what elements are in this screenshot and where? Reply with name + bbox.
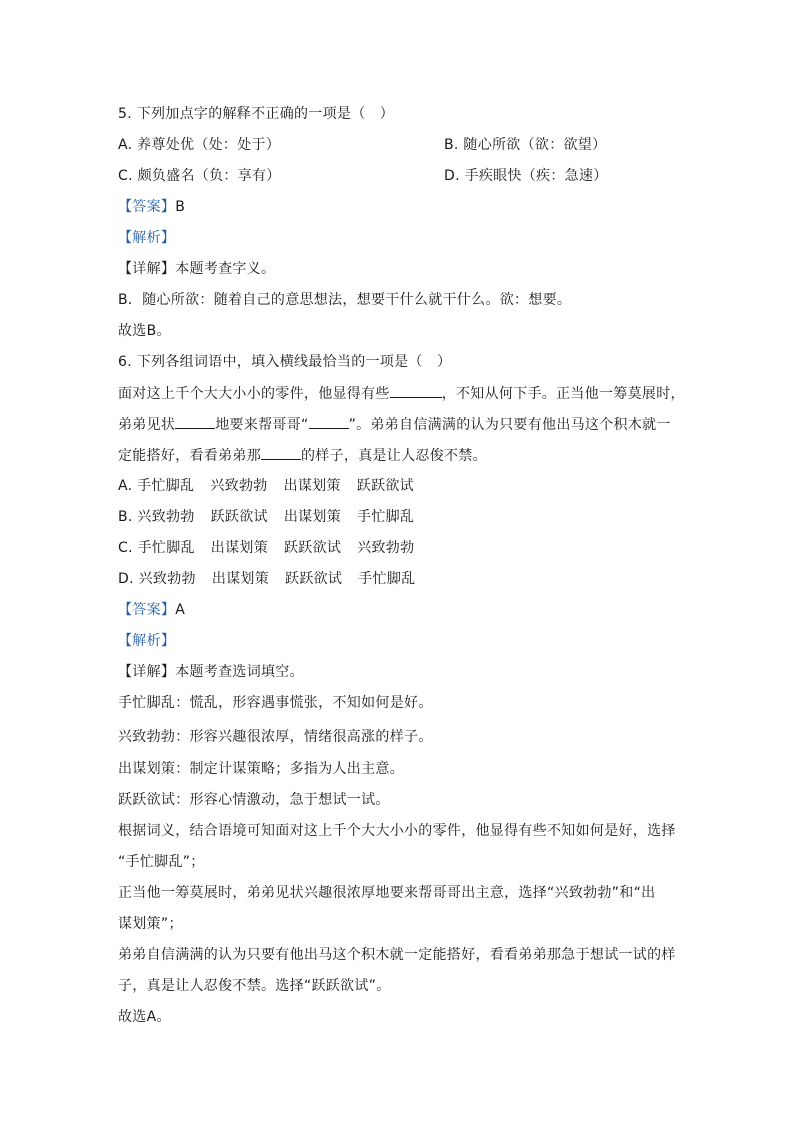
q6-passage-line-3: [118, 445, 487, 466]
q6-passage-line-2: [118, 414, 671, 435]
q6-passage-text: 地要来帮哥哥“: [215, 417, 309, 433]
option-label: A.: [118, 478, 133, 494]
q6-explanation-line: 出谋划策：制定计谋策略；多指为人出主意。: [118, 761, 404, 777]
option-word: 跃跃欲试: [210, 509, 268, 525]
q5-detail-text: 本题考查字义。: [175, 261, 276, 277]
option-word: 兴致勃勃: [210, 478, 268, 494]
q6-explanation-line: “手忙脚乱”；: [118, 854, 205, 870]
q5-detail: [118, 259, 275, 279]
q6-passage-text: 的样子，真是让人忍俊不禁。: [301, 448, 487, 464]
q5-option-a: A. 养尊处优（处：处于）: [118, 137, 281, 153]
option-word: 手忙脚乱: [137, 540, 195, 556]
q6-answer-value: A: [175, 602, 186, 618]
option-word: 兴致勃勃: [138, 571, 196, 587]
q6-option-a: [118, 476, 414, 496]
q6-analysis-tag: 【解析】: [118, 633, 176, 649]
q6-passage-text: ”。弟弟自信满满的认为只要有他出马这个积木就一: [348, 417, 671, 433]
option-word: 出谋划策: [210, 540, 268, 556]
option-word: 兴致勃勃: [357, 540, 415, 556]
option-word: 出谋划策: [283, 478, 341, 494]
option-label: B.: [118, 509, 133, 525]
option-label: C.: [118, 540, 133, 556]
option-word: 手忙脚乱: [137, 478, 195, 494]
q6-passage-text: 定能搭好，看看弟弟那: [118, 448, 261, 464]
q5-answer-tag: 【答案】: [118, 199, 176, 215]
q5-answer: [118, 197, 185, 217]
q5-conclusion: 故选B。: [118, 323, 171, 339]
q6-explanation-line: 弟弟自信满满的认为只要有他出马这个积木就一定能搭好，看看弟弟那急于想试一试的样: [118, 947, 676, 963]
option-word: 出谋划策: [283, 509, 342, 525]
q6-passage-text: 弟弟见状: [118, 417, 176, 433]
q6-analysis: [118, 631, 175, 651]
option-label: D.: [118, 571, 134, 587]
fill-blank: [261, 445, 301, 460]
q6-passage-line-1: [118, 383, 685, 404]
q6-detail-text: 本题考查选词填空。: [175, 664, 304, 680]
q6-explanation-line: 谋划策”；: [118, 916, 183, 932]
q6-conclusion: 故选A。: [118, 1009, 171, 1025]
q6-option-b: [118, 507, 414, 527]
q6-explanation-line: 兴致勃勃：形容兴趣很浓厚，情绪很高涨的样子。: [118, 729, 433, 745]
q6-passage-text: ，不知从何下手。正当他一筹莫展时，: [441, 386, 685, 402]
q5-answer-value: B: [175, 199, 186, 215]
q6-detail: [118, 662, 304, 682]
q6-explanation-line: 根据词义，结合语境可知面对这上千个大大小小的零件，他显得有些不知如何是好，选择: [118, 823, 676, 839]
option-word: 手忙脚乱: [358, 571, 416, 587]
q6-explanation-line: 手忙脚乱：慌乱，形容遇事慌张，不知如何是好。: [118, 695, 433, 711]
q6-detail-tag: 【详解】: [118, 664, 176, 680]
fill-blank: [309, 414, 349, 429]
q5-option-b: B. 随心所欲（欲：欲望）: [444, 137, 607, 153]
fill-blank: [390, 383, 442, 398]
q5-stem: 5. 下列加点字的解释不正确的一项是（ ）: [118, 106, 395, 122]
q6-option-d: [118, 569, 415, 589]
q6-stem: 6. 下列各组词语中，填入横线最恰当的一项是（ ）: [118, 354, 452, 370]
q5-option-c: C. 颇负盛名（负：享有）: [118, 168, 281, 184]
option-word: 跃跃欲试: [284, 540, 342, 556]
q6-passage-text: 面对这上千个大大小小的零件，他显得有些: [118, 386, 390, 402]
q6-explanation-line: 子，真是让人忍俊不禁。选择“跃跃欲试”。: [118, 978, 391, 994]
option-word: 跃跃欲试: [285, 571, 343, 587]
option-word: 兴致勃勃: [137, 509, 195, 525]
option-word: 手忙脚乱: [357, 509, 415, 525]
option-word: 跃跃欲试: [356, 478, 414, 494]
fill-blank: [175, 414, 215, 429]
q6-answer-tag: 【答案】: [118, 602, 176, 618]
q6-explanation-line: 正当他一筹莫展时，弟弟见状兴趣很浓厚地要来帮哥哥出主意，选择“兴致勃勃”和“出: [118, 885, 656, 901]
q5-detail-tag: 【详解】: [118, 261, 176, 277]
q5-analysis: [118, 228, 175, 248]
q5-analysis-tag: 【解析】: [118, 230, 176, 246]
q5-option-d: D. 手疾眼快（疾：急速）: [444, 168, 608, 184]
q6-explanation-line: 跃跃欲试：形容心情激动，急于想试一试。: [118, 792, 390, 808]
q6-option-c: [118, 538, 414, 558]
q5-explanation-line: B．随心所欲：随着自己的意思想法，想要干什么就干什么。欲：想要。: [118, 292, 572, 308]
option-word: 出谋划策: [211, 571, 270, 587]
q6-answer: [118, 600, 185, 620]
